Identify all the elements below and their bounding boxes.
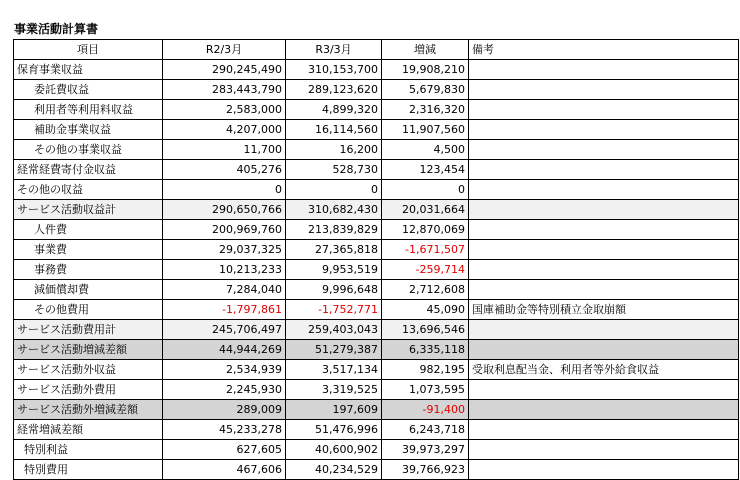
cell-item[interactable]: 事業費 bbox=[14, 240, 163, 260]
cell-item[interactable]: サービス活動費用計 bbox=[14, 320, 163, 340]
cell-r3[interactable]: 3,517,134 bbox=[286, 360, 382, 380]
cell-diff[interactable]: -259,714 bbox=[382, 260, 469, 280]
cell-r2[interactable]: 290,245,490 bbox=[163, 60, 286, 80]
table-row bbox=[14, 400, 739, 420]
cell-r3[interactable]: 4,899,320 bbox=[286, 100, 382, 120]
cell-note[interactable]: 受取利息配当金、利用者等外給食収益 bbox=[469, 360, 739, 380]
cell-note[interactable] bbox=[469, 420, 739, 440]
cell-r3[interactable]: 16,200 bbox=[286, 140, 382, 160]
cell-item[interactable]: 特別費用 bbox=[14, 460, 163, 480]
table-row bbox=[14, 380, 739, 400]
cell-r3[interactable]: 40,600,902 bbox=[286, 440, 382, 460]
table-row bbox=[14, 260, 739, 280]
cell-r3[interactable]: 213,839,829 bbox=[286, 220, 382, 240]
cell-r2[interactable]: 10,213,233 bbox=[163, 260, 286, 280]
sheet-title: 事業活動計算書 bbox=[14, 22, 99, 36]
cell-r2[interactable]: 200,969,760 bbox=[163, 220, 286, 240]
table-row bbox=[14, 320, 739, 340]
cell-item[interactable]: その他費用 bbox=[14, 300, 163, 320]
header-row bbox=[14, 40, 739, 60]
cell-diff[interactable]: 45,090 bbox=[382, 300, 469, 320]
table-row bbox=[14, 160, 739, 180]
header-r3[interactable]: R3/3月 bbox=[286, 40, 382, 60]
cell-r2[interactable]: 44,944,269 bbox=[163, 340, 286, 360]
cell-item[interactable]: 利用者等利用料収益 bbox=[14, 100, 163, 120]
cell-r3[interactable]: -1,752,771 bbox=[286, 300, 382, 320]
cell-item[interactable]: サービス活動外費用 bbox=[14, 380, 163, 400]
cell-diff[interactable]: 982,195 bbox=[382, 360, 469, 380]
cell-note[interactable] bbox=[469, 180, 739, 200]
cell-diff[interactable]: 39,973,297 bbox=[382, 440, 469, 460]
table-row bbox=[14, 460, 739, 480]
cell-item[interactable]: その他の事業収益 bbox=[14, 140, 163, 160]
cell-item[interactable]: その他の収益 bbox=[14, 180, 163, 200]
cell-note[interactable] bbox=[469, 120, 739, 140]
cell-diff[interactable]: 0 bbox=[382, 180, 469, 200]
cell-diff[interactable]: 1,073,595 bbox=[382, 380, 469, 400]
cell-note[interactable] bbox=[469, 60, 739, 80]
cell-item[interactable]: サービス活動増減差額 bbox=[14, 340, 163, 360]
cell-r3[interactable]: 259,403,043 bbox=[286, 320, 382, 340]
cell-note[interactable] bbox=[469, 380, 739, 400]
cell-r2[interactable]: 45,233,278 bbox=[163, 420, 286, 440]
cell-r3[interactable]: 0 bbox=[286, 180, 382, 200]
cell-r2[interactable]: 405,276 bbox=[163, 160, 286, 180]
cell-r2[interactable]: -1,797,861 bbox=[163, 300, 286, 320]
header-item[interactable]: 項目 bbox=[14, 40, 163, 60]
table-row bbox=[14, 440, 739, 460]
cell-r3[interactable]: 3,319,525 bbox=[286, 380, 382, 400]
table-row bbox=[14, 360, 739, 380]
cell-item[interactable]: 経常経費寄付金収益 bbox=[14, 160, 163, 180]
cell-r3[interactable]: 197,609 bbox=[286, 400, 382, 420]
cell-item[interactable]: サービス活動収益計 bbox=[14, 200, 163, 220]
cell-r3[interactable]: 310,682,430 bbox=[286, 200, 382, 220]
cell-r2[interactable]: 290,650,766 bbox=[163, 200, 286, 220]
cell-r2[interactable]: 11,700 bbox=[163, 140, 286, 160]
financial-table bbox=[13, 39, 739, 480]
cell-diff[interactable]: -1,671,507 bbox=[382, 240, 469, 260]
table-row bbox=[14, 200, 739, 220]
cell-note[interactable] bbox=[469, 280, 739, 300]
cell-note[interactable] bbox=[469, 160, 739, 180]
cell-r2[interactable]: 4,207,000 bbox=[163, 120, 286, 140]
table-row bbox=[14, 180, 739, 200]
cell-item[interactable]: 経常増減差額 bbox=[14, 420, 163, 440]
cell-note[interactable] bbox=[469, 200, 739, 220]
cell-note[interactable] bbox=[469, 240, 739, 260]
cell-note[interactable] bbox=[469, 260, 739, 280]
table-row bbox=[14, 340, 739, 360]
cell-note[interactable] bbox=[469, 460, 739, 480]
cell-note[interactable] bbox=[469, 320, 739, 340]
table-row bbox=[14, 280, 739, 300]
cell-item[interactable]: 補助金事業収益 bbox=[14, 120, 163, 140]
cell-item[interactable]: 減価償却費 bbox=[14, 280, 163, 300]
cell-r2[interactable]: 283,443,790 bbox=[163, 80, 286, 100]
table-row bbox=[14, 140, 739, 160]
cell-note[interactable] bbox=[469, 220, 739, 240]
cell-diff[interactable]: 6,243,718 bbox=[382, 420, 469, 440]
cell-note[interactable] bbox=[469, 100, 739, 120]
cell-diff[interactable]: 123,454 bbox=[382, 160, 469, 180]
cell-diff[interactable]: 13,696,546 bbox=[382, 320, 469, 340]
table-row bbox=[14, 60, 739, 80]
cell-r2[interactable]: 2,245,930 bbox=[163, 380, 286, 400]
table-row bbox=[14, 300, 739, 320]
cell-item[interactable]: 人件費 bbox=[14, 220, 163, 240]
cell-diff[interactable]: 12,870,069 bbox=[382, 220, 469, 240]
table-row bbox=[14, 80, 739, 100]
cell-diff[interactable]: 20,031,664 bbox=[382, 200, 469, 220]
cell-item[interactable]: サービス活動外増減差額 bbox=[14, 400, 163, 420]
cell-r3[interactable]: 27,365,818 bbox=[286, 240, 382, 260]
cell-item[interactable]: 委託費収益 bbox=[14, 80, 163, 100]
cell-item[interactable]: 特別利益 bbox=[14, 440, 163, 460]
cell-r3[interactable]: 16,114,560 bbox=[286, 120, 382, 140]
cell-r3[interactable]: 40,234,529 bbox=[286, 460, 382, 480]
cell-r2[interactable]: 29,037,325 bbox=[163, 240, 286, 260]
header-diff[interactable]: 増減 bbox=[382, 40, 469, 60]
cell-diff[interactable]: 2,712,608 bbox=[382, 280, 469, 300]
cell-note[interactable] bbox=[469, 80, 739, 100]
cell-r2[interactable]: 0 bbox=[163, 180, 286, 200]
cell-diff[interactable]: 11,907,560 bbox=[382, 120, 469, 140]
cell-note[interactable] bbox=[469, 400, 739, 420]
table-row bbox=[14, 100, 739, 120]
cell-diff[interactable]: 6,335,118 bbox=[382, 340, 469, 360]
cell-item[interactable]: 事務費 bbox=[14, 260, 163, 280]
table-row bbox=[14, 220, 739, 240]
table-row bbox=[14, 420, 739, 440]
cell-r3[interactable]: 9,953,519 bbox=[286, 260, 382, 280]
cell-note[interactable] bbox=[469, 440, 739, 460]
cell-note[interactable] bbox=[469, 140, 739, 160]
cell-r2[interactable]: 2,583,000 bbox=[163, 100, 286, 120]
cell-r2[interactable]: 7,284,040 bbox=[163, 280, 286, 300]
cell-r2[interactable]: 627,605 bbox=[163, 440, 286, 460]
table-row bbox=[14, 120, 739, 140]
cell-r2[interactable]: 245,706,497 bbox=[163, 320, 286, 340]
cell-r2[interactable]: 2,534,939 bbox=[163, 360, 286, 380]
cell-item[interactable]: サービス活動外収益 bbox=[14, 360, 163, 380]
cell-r2[interactable]: 467,606 bbox=[163, 460, 286, 480]
cell-item[interactable]: 保育事業収益 bbox=[14, 60, 163, 80]
cell-r2[interactable]: 289,009 bbox=[163, 400, 286, 420]
table-row bbox=[14, 240, 739, 260]
cell-r3[interactable]: 289,123,620 bbox=[286, 80, 382, 100]
header-r2[interactable]: R2/3月 bbox=[163, 40, 286, 60]
cell-r3[interactable]: 51,279,387 bbox=[286, 340, 382, 360]
header-note[interactable]: 備考 bbox=[469, 40, 739, 60]
cell-note[interactable]: 国庫補助金等特別積立金取崩額 bbox=[469, 300, 739, 320]
cell-diff[interactable]: 2,316,320 bbox=[382, 100, 469, 120]
cell-diff[interactable]: 39,766,923 bbox=[382, 460, 469, 480]
cell-r3[interactable]: 528,730 bbox=[286, 160, 382, 180]
cell-diff[interactable]: 4,500 bbox=[382, 140, 469, 160]
cell-r3[interactable]: 310,153,700 bbox=[286, 60, 382, 80]
cell-diff[interactable]: 5,679,830 bbox=[382, 80, 469, 100]
cell-diff[interactable]: 19,908,210 bbox=[382, 60, 469, 80]
cell-r3[interactable]: 51,476,996 bbox=[286, 420, 382, 440]
cell-note[interactable] bbox=[469, 340, 739, 360]
cell-r3[interactable]: 9,996,648 bbox=[286, 280, 382, 300]
cell-diff[interactable]: -91,400 bbox=[382, 400, 469, 420]
